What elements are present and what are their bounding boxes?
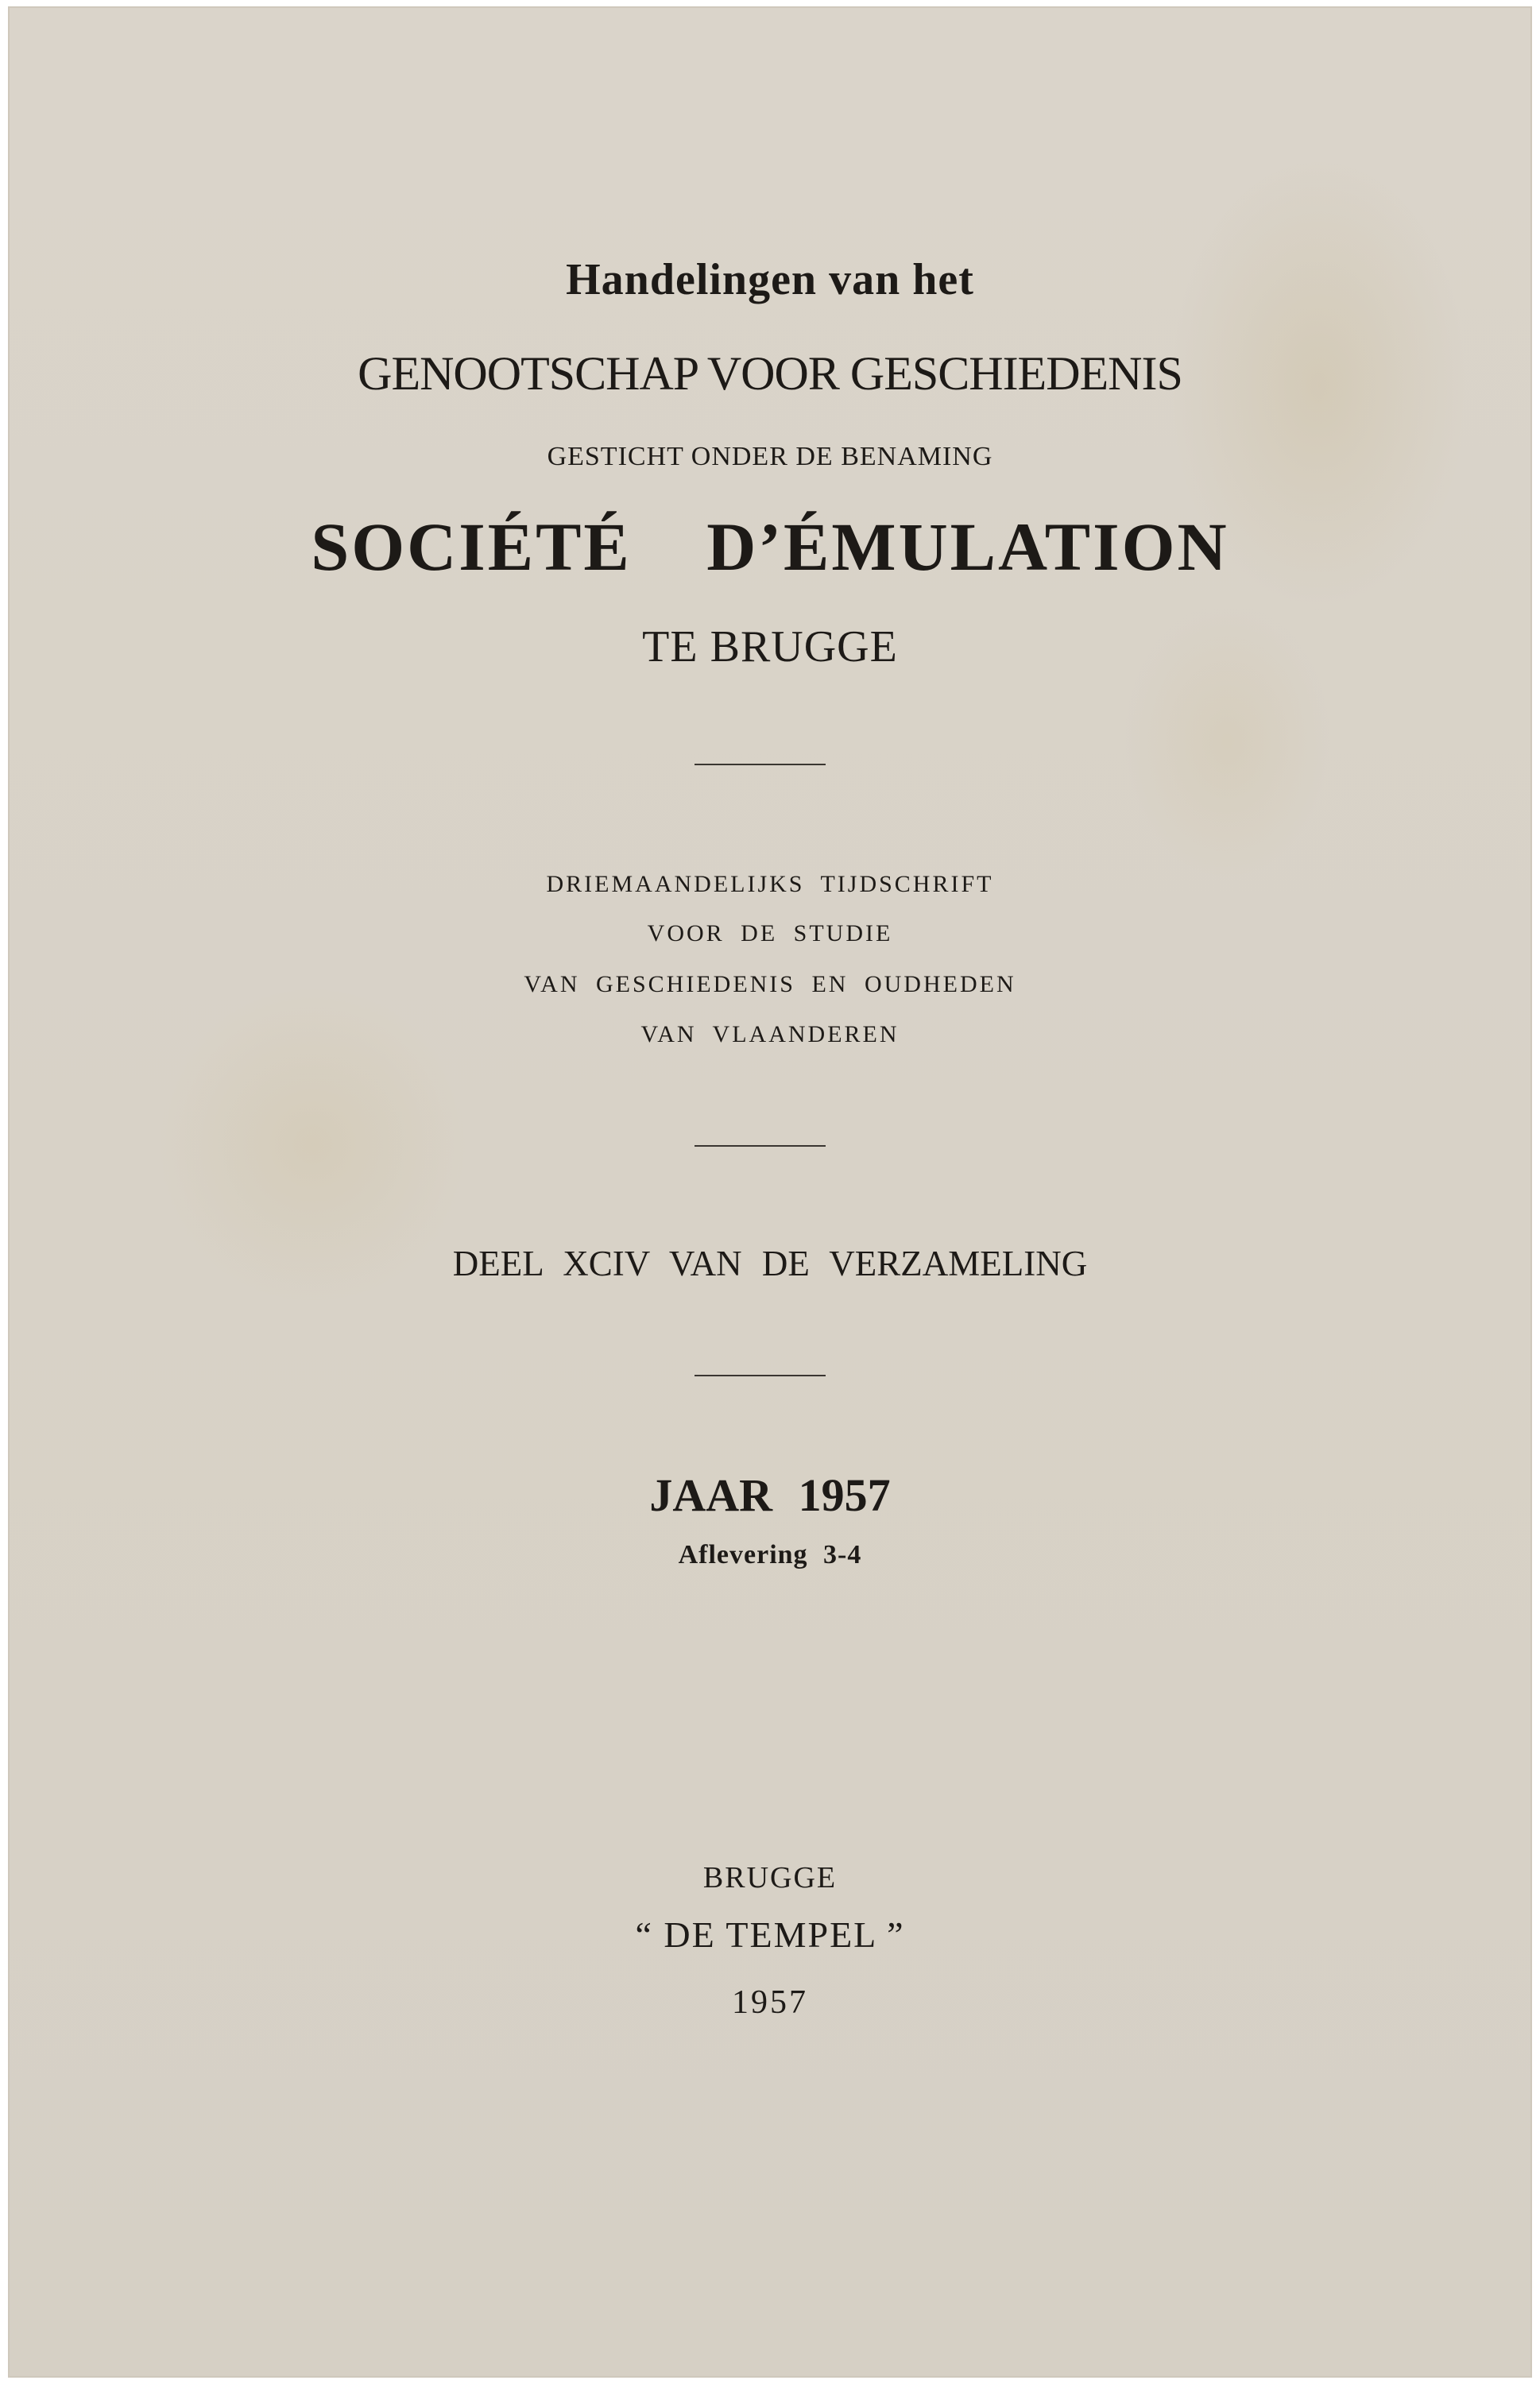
header-line: Handelingen van het xyxy=(566,255,974,304)
subtitle-line: VAN VLAANDEREN xyxy=(640,1021,900,1047)
book-cover xyxy=(8,6,1532,2378)
publisher-name: “ DE TEMPEL ” xyxy=(635,1914,905,1955)
former-name: SOCIÉTÉ D’ÉMULATION xyxy=(311,509,1229,585)
subtitle-line: VAN GESCHIEDENIS EN OUDHEDEN xyxy=(524,971,1016,997)
volume-line: DEEL XCIV VAN DE VERZAMELING xyxy=(452,1244,1088,1283)
divider-rule xyxy=(695,1375,826,1376)
year-line: JAAR 1957 xyxy=(649,1469,891,1521)
location-line: TE BRUGGE xyxy=(642,622,898,671)
publication-year: 1957 xyxy=(732,1984,808,2021)
society-name: GENOOTSCHAP VOOR GESCHIEDENIS xyxy=(358,347,1182,400)
founded-as-line: GESTICHT ONDER DE BENAMING xyxy=(547,442,993,471)
subtitle-line: VOOR DE STUDIE xyxy=(647,920,893,946)
issue-line: Aflevering 3-4 xyxy=(678,1540,862,1569)
subtitle-line: DRIEMAANDELIJKS TIJDSCHRIFT xyxy=(546,871,994,897)
divider-rule xyxy=(695,764,826,765)
divider-rule xyxy=(695,1145,826,1147)
publisher-city: BRUGGE xyxy=(702,1861,838,1894)
